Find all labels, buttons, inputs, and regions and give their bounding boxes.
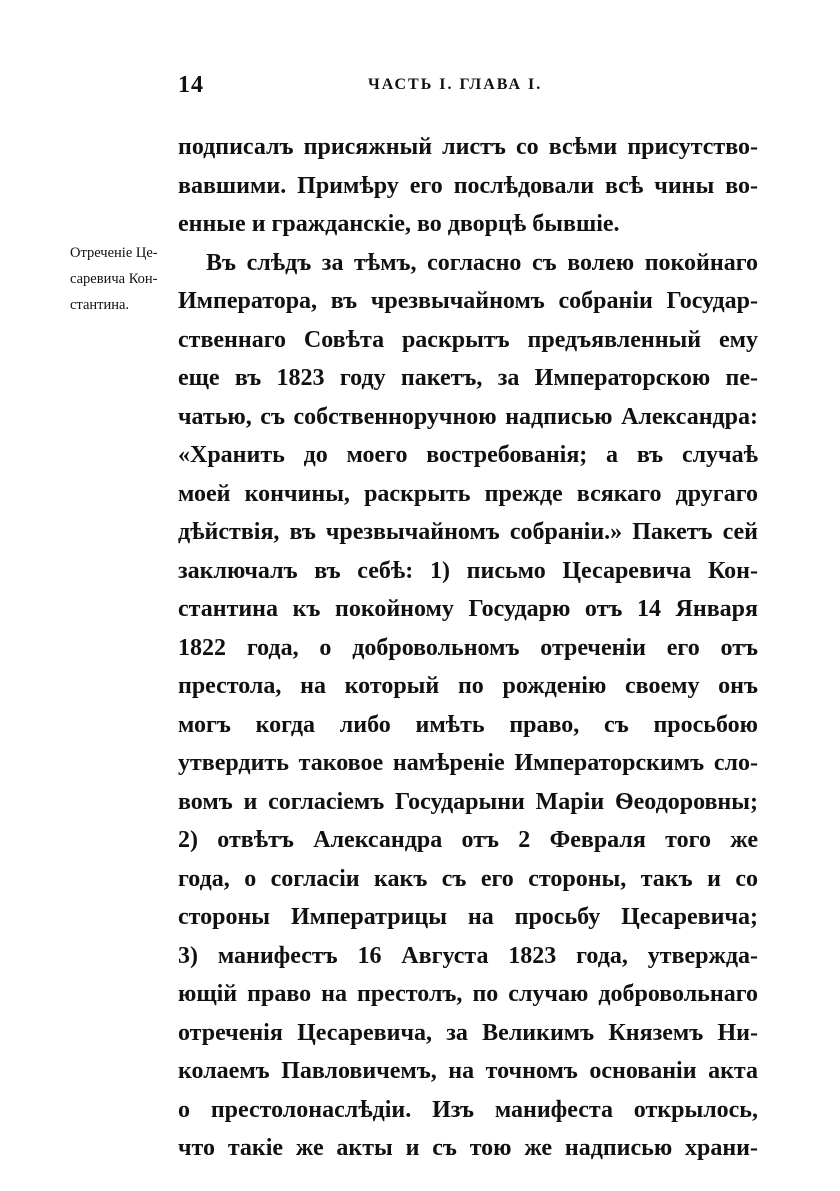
text-line: могъ когда либо имѣть право, съ просьбою [178,711,758,738]
text-line: года, о согласіи какъ съ его стороны, такъ и со [178,865,758,892]
text-line: 2) отвѣтъ Александра отъ 2 Февраля того же [178,827,758,853]
margin-note-line: стантина. [70,297,130,313]
text-line: ющій право на престолъ, по случаю добровольнаго [178,981,758,1007]
text-line: стороны Императрицы на просьбу Цесаревича; [178,904,758,930]
text-line: подписалъ присяжный листъ со всѣми присутство- [178,134,758,160]
running-head: ЧАСТЬ I. ГЛАВА I. [368,76,543,93]
text-line: Въ слѣдъ за тѣмъ, согласно съ волею покойнаго [206,249,758,276]
text-line: ственнаго Совѣта раскрытъ предъявленный ему [178,326,758,353]
text-line: моей кончины, раскрыть прежде всякаго другаго [178,480,758,507]
text-line: еще въ 1823 году пакетъ, за Императорскою пе- [178,365,758,391]
text-line: утвердить таковое намѣреніе Императорскимъ сло- [178,750,758,776]
text-line: престола, на который по рожденію своему онъ [178,673,758,699]
text-line: вавшими. Примѣру его послѣдовали всѣ чины во- [178,172,758,199]
text-line: «Хранить до моего востребованія; а въ случаѣ [178,442,758,468]
text-line: 3) манифестъ 16 Августа 1823 года, утвержда- [178,942,758,969]
text-line: отреченія Цесаревича, за Великимъ Княземъ Ни- [178,1019,758,1046]
text-line: колаемъ Павловичемъ, на точномъ основаніи акта [178,1058,758,1084]
text-line: 1822 года, о добровольномъ отреченіи его отъ [178,634,758,661]
text-line: чатью, съ собственноручною надписью Александра: [178,403,758,430]
text-line: о престолонаслѣдіи. Изъ манифеста открылось, [178,1096,758,1123]
text-line: енные и гражданскіе, во дворцѣ бывшіе. [178,211,620,237]
text-line: стантина къ покойному Государю отъ 14 Января [178,596,758,622]
text-line: дѣйствія, въ чрезвычайномъ собраніи.» Пакетъ сей [178,519,758,545]
text-line: заключалъ въ себѣ: 1) письмо Цесаревича Кон- [178,557,758,584]
page-number: 14 [178,72,204,98]
text-line: что такіе же акты и съ тою же надписью храни- [178,1135,758,1161]
margin-note-line: Отреченіе Це- [70,245,158,261]
margin-note [70,240,174,318]
margin-note-line: саревича Кон- [70,271,158,287]
text-line: Императора, въ чрезвычайномъ собраніи Государ- [178,288,758,314]
body-text [178,128,758,1168]
text-line: вомъ и согласіемъ Государыни Маріи Ѳеодоровны; [178,788,758,815]
